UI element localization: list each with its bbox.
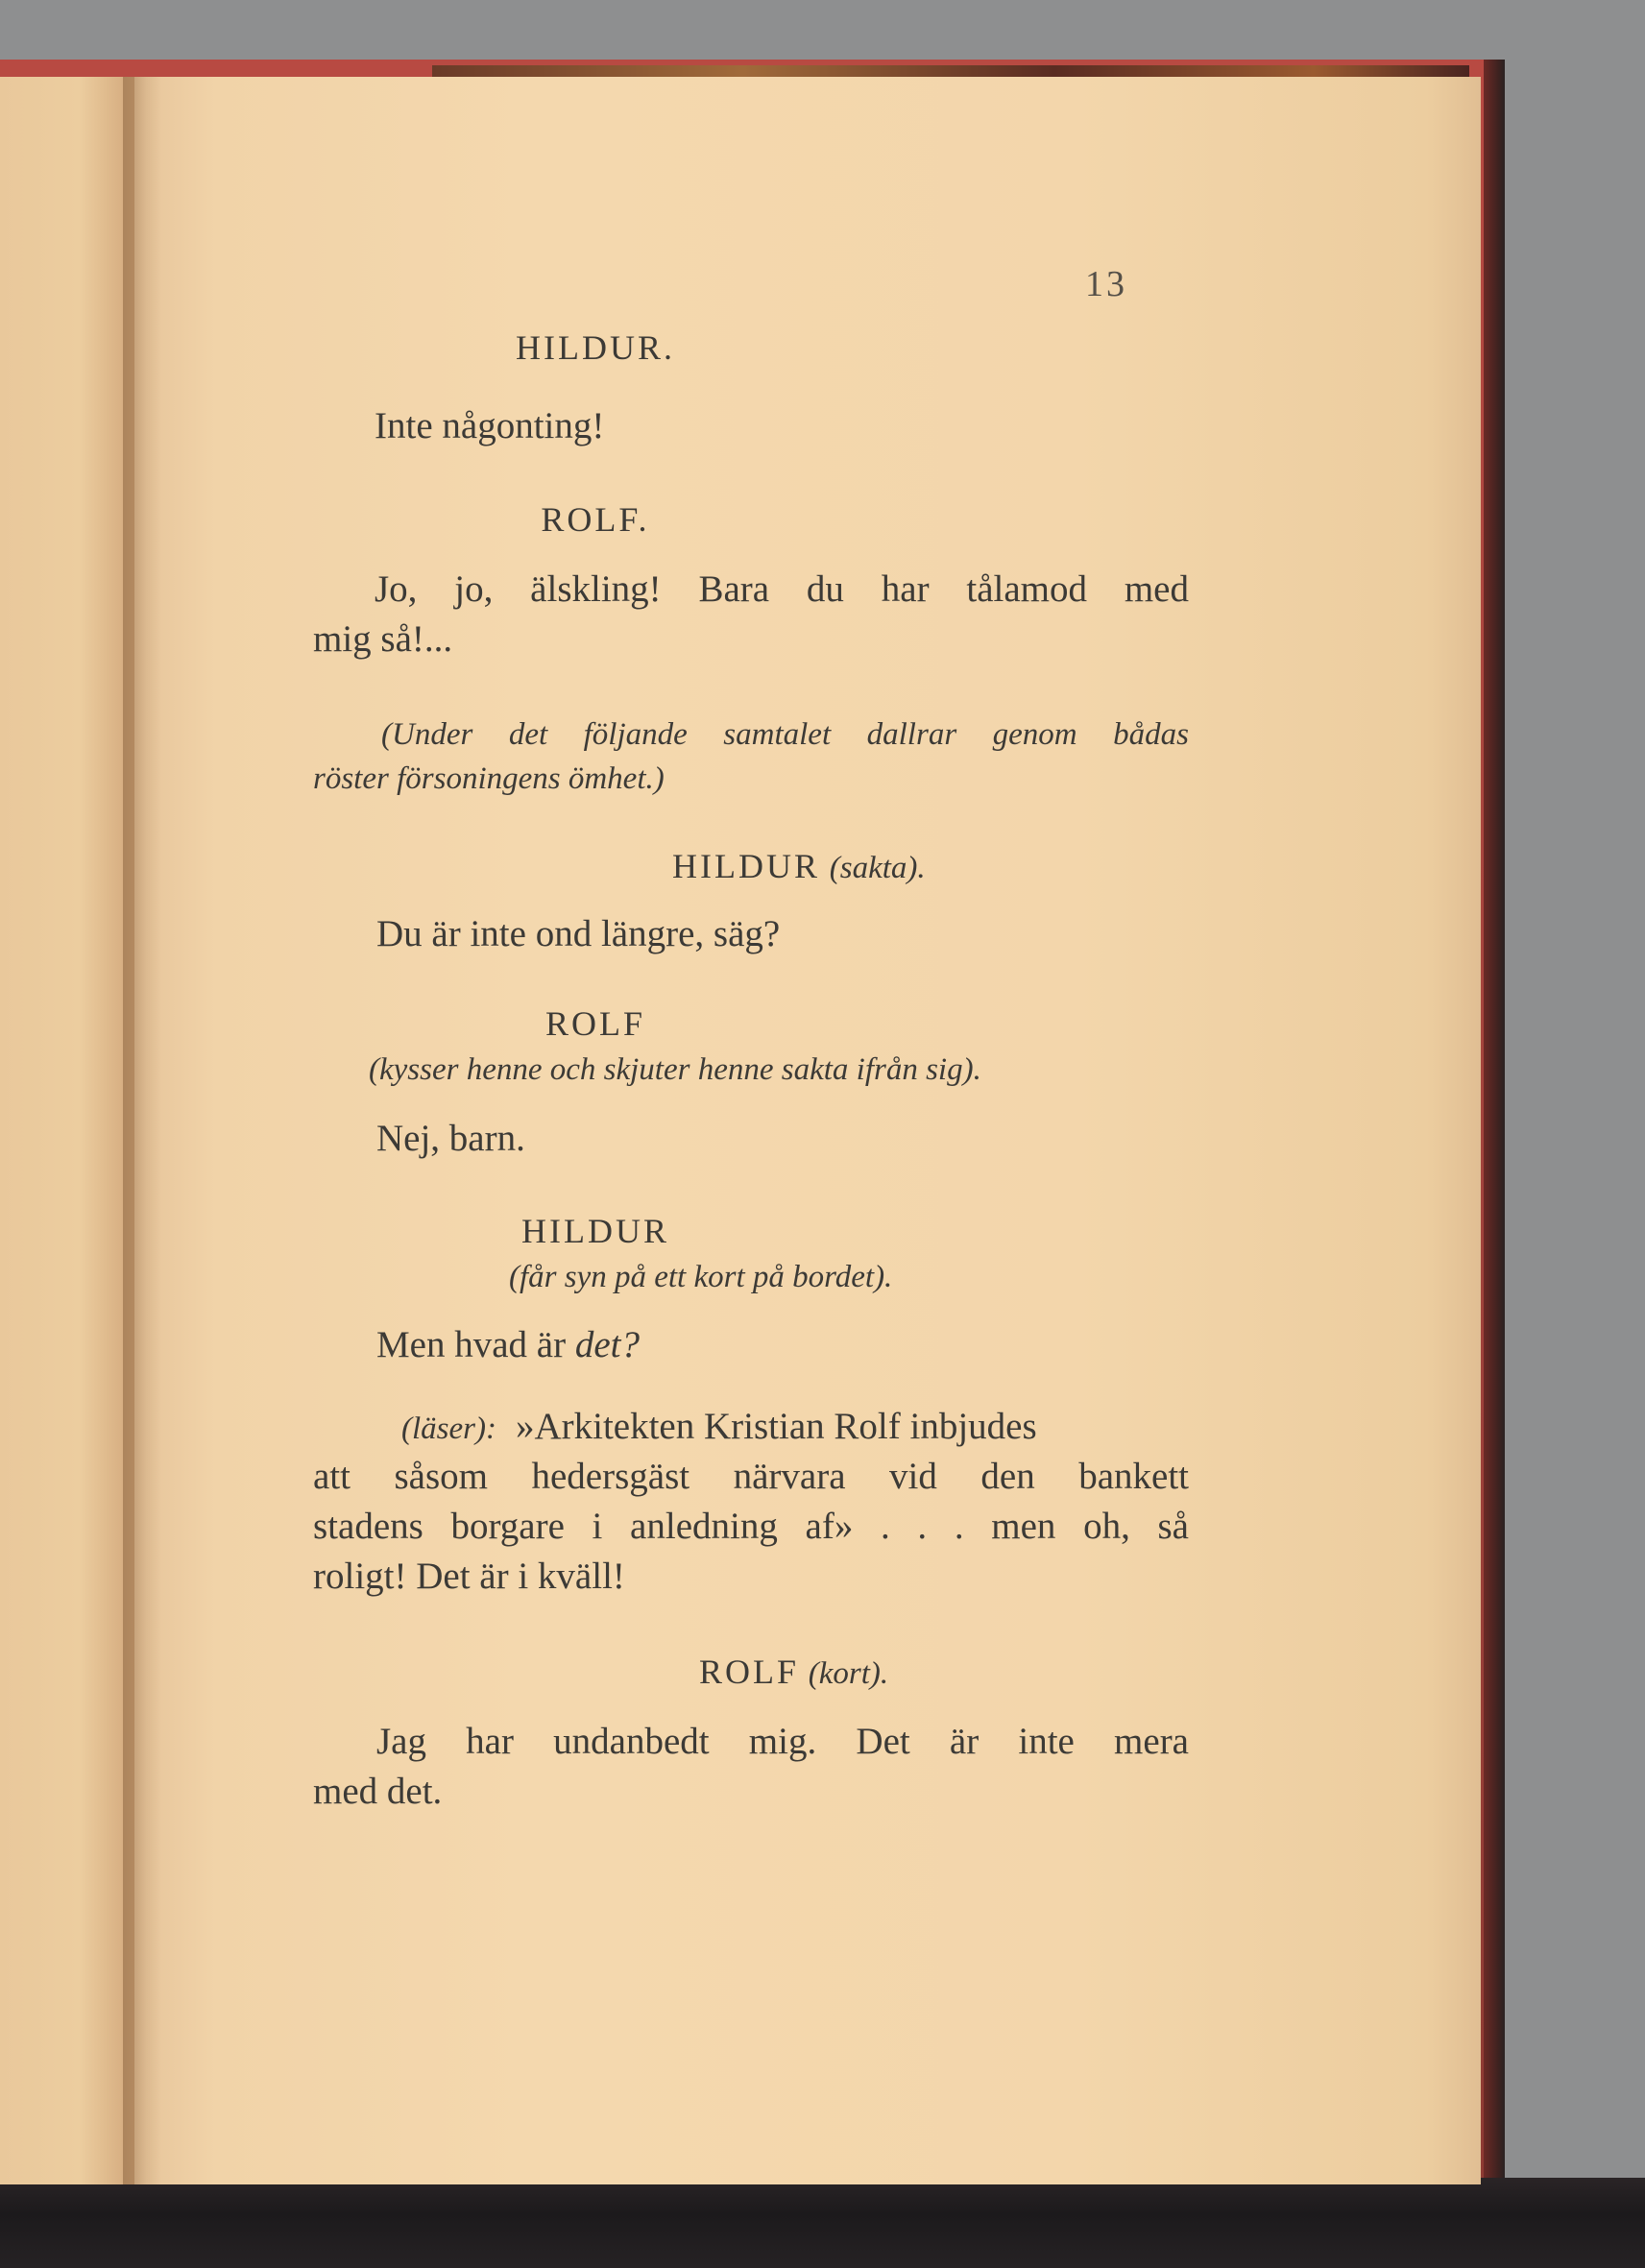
dialogue-line: Jag har undanbedt mig. Det är inte mera [376,1721,1189,1762]
speaker-direction: (kysser henne och skjuter henne sakta ifrån sig). [369,1052,981,1087]
dialogue-emphasis: det? [574,1324,641,1365]
page-number: 13 [1085,264,1127,304]
speaker-name: ROLF [699,1653,800,1691]
stage-direction: (Under det följande samtalet dallrar genom bådas [381,717,1189,752]
speaker-direction: (kort). [808,1656,889,1691]
speaker-heading-line [699,1647,888,1699]
book-cover-right [1484,60,1505,2196]
dialogue-line: Inte någonting! [375,405,605,446]
dialogue-line [376,1320,640,1370]
dialogue-line: med det. [313,1771,443,1812]
dialogue-text: »Arkitekten Kristian Rolf inbjudes [515,1406,1037,1447]
dialogue-line: Jo, jo, älskling! Bara du har tålamod med [375,568,1189,610]
speaker-heading: HILDUR. [516,328,675,367]
speaker-heading: HILDUR [521,1212,669,1250]
stage-direction: röster försoningens ömhet.) [313,761,665,796]
book-bottom-edge [0,2178,1645,2268]
dialogue-line: Du är inte ond längre, säg? [376,913,781,954]
speaker-heading: ROLF. [541,500,650,539]
speaker-direction: (får syn på ett kort på bordet). [509,1260,893,1294]
dialogue-line: stadens borgare i anledning af» . . . men oh, så [313,1506,1189,1547]
dialogue-line: mig så!... [313,618,453,660]
reading-direction: (läser): [401,1411,496,1446]
right-page [134,77,1481,2184]
dialogue-line: Nej, barn. [376,1118,525,1159]
dialogue-line [401,1402,1189,1454]
dialogue-line: att såsom hedersgäst närvara vid den bankett [313,1456,1189,1497]
gutter-shadow [123,77,161,2184]
speaker-name: HILDUR [672,847,820,885]
dialogue-text: Men hvad är [376,1324,575,1365]
speaker-heading: ROLF [544,1004,646,1043]
dialogue-line: roligt! Det är i kväll! [313,1556,625,1597]
speaker-heading-line [672,841,926,893]
speaker-direction: (sakta). [829,851,926,885]
